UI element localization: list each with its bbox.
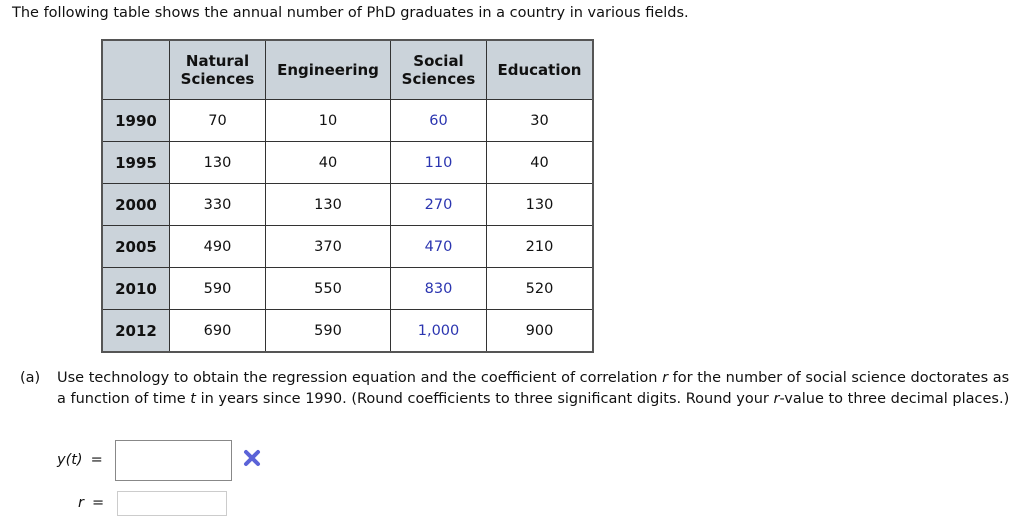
- social-sciences-cell: 1,000: [391, 310, 487, 353]
- phd-graduates-table: [101, 39, 594, 353]
- r-label: [78, 495, 104, 511]
- engineering-cell: 590: [266, 310, 391, 353]
- engineering-cell: 130: [266, 184, 391, 226]
- header-social-sciences: [391, 40, 487, 100]
- education-cell: 900: [487, 310, 594, 353]
- natural-sciences-cell: 590: [170, 268, 266, 310]
- header-line: Natural: [185, 52, 250, 70]
- social-sciences-cell: 470: [391, 226, 487, 268]
- question-text-part: in years since 1990. (Round coefficients to three significant digits. Round your: [195, 390, 774, 407]
- natural-sciences-cell: 490: [170, 226, 266, 268]
- natural-sciences-cell: 70: [170, 100, 266, 142]
- engineering-cell: 370: [266, 226, 391, 268]
- y-label: [57, 452, 103, 468]
- r-label-text: r: [78, 495, 84, 511]
- header-education: [487, 40, 594, 100]
- education-cell: 130: [487, 184, 594, 226]
- header-line: Social: [413, 52, 464, 70]
- year-cell: 2005: [102, 226, 170, 268]
- table-row: [102, 184, 593, 226]
- header-line: Sciences: [401, 70, 476, 88]
- header-line: Sciences: [180, 70, 255, 88]
- header-natural-sciences: [170, 40, 266, 100]
- table-row: [102, 100, 593, 142]
- engineering-cell: 10: [266, 100, 391, 142]
- var-r: r: [662, 370, 669, 386]
- incorrect-x-icon: [243, 449, 261, 467]
- year-cell: 1995: [102, 142, 170, 184]
- table-header-row: [102, 40, 593, 100]
- social-sciences-cell: 110: [391, 142, 487, 184]
- question-a: [20, 368, 1010, 409]
- r-value-input[interactable]: [117, 491, 227, 516]
- table-row: [102, 268, 593, 310]
- education-cell: 30: [487, 100, 594, 142]
- year-cell: 2000: [102, 184, 170, 226]
- question-text: [57, 368, 1010, 409]
- year-cell: 2012: [102, 310, 170, 353]
- question-label: (a): [20, 370, 41, 386]
- header-engineering: [266, 40, 391, 100]
- education-cell: 210: [487, 226, 594, 268]
- year-cell: 1990: [102, 100, 170, 142]
- table-row: [102, 142, 593, 184]
- engineering-cell: 40: [266, 142, 391, 184]
- corner-cell: [102, 40, 170, 100]
- social-sciences-cell: 270: [391, 184, 487, 226]
- natural-sciences-cell: 690: [170, 310, 266, 353]
- year-cell: 2010: [102, 268, 170, 310]
- y-label-text: y(t): [57, 452, 83, 468]
- intro-text: The following table shows the annual number of PhD graduates in a country in various fields.: [12, 5, 689, 21]
- education-cell: 40: [487, 142, 594, 184]
- engineering-cell: 550: [266, 268, 391, 310]
- natural-sciences-cell: 130: [170, 142, 266, 184]
- question-text-part: Use technology to obtain the regression equation and the coefficient of correlation: [57, 370, 663, 386]
- social-sciences-cell: 830: [391, 268, 487, 310]
- education-cell: 520: [487, 268, 594, 310]
- y-equation-input[interactable]: [115, 440, 232, 481]
- table-row: [102, 226, 593, 268]
- equals-sign: =: [91, 495, 105, 511]
- question-text-part: for the number of social science doctorates as a function of time: [57, 370, 1010, 407]
- equals-sign: =: [90, 452, 103, 468]
- natural-sciences-cell: 330: [170, 184, 266, 226]
- var-r: r: [773, 390, 780, 407]
- var-t: t: [190, 390, 196, 407]
- question-text-part: -value to three decimal places.): [779, 390, 1010, 407]
- social-sciences-cell: 60: [391, 100, 487, 142]
- header-line: Engineering: [277, 61, 379, 79]
- table-row: [102, 310, 593, 353]
- header-line: Education: [497, 61, 582, 79]
